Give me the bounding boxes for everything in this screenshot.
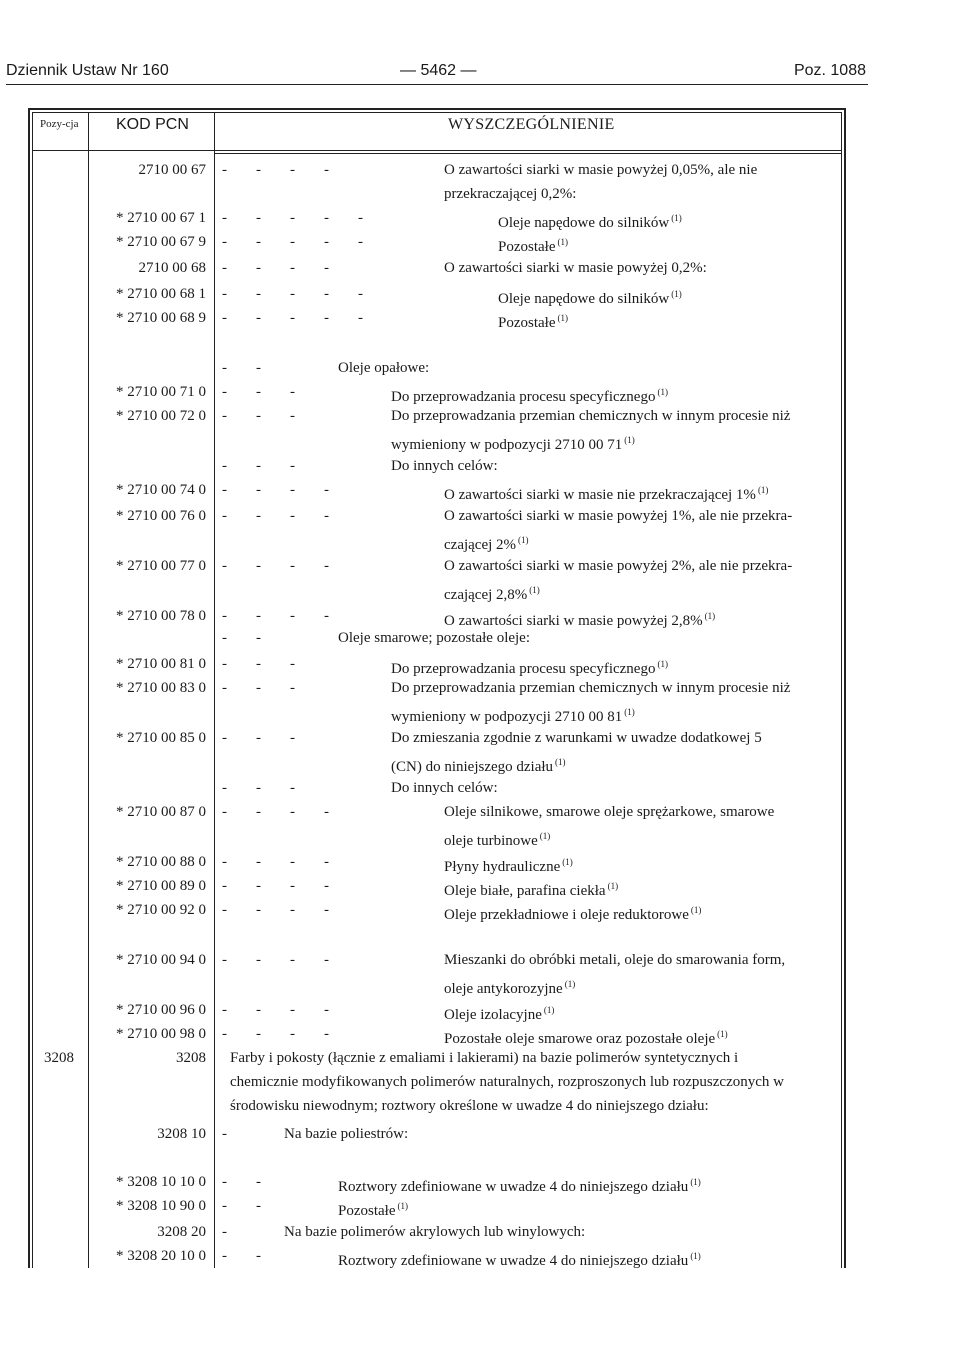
row-code: * 2710 00 87 0 bbox=[116, 804, 206, 820]
table-row bbox=[0, 356, 960, 380]
column-header-code: KOD PCN bbox=[116, 116, 189, 133]
row-description-continuation: wymieniony w podpozycji 2710 00 81 $^{(1)}$ bbox=[391, 707, 635, 725]
table-row bbox=[0, 998, 960, 1022]
footnote-mark: (1) bbox=[397, 1201, 408, 1211]
row-code: * 2710 00 89 0 bbox=[116, 878, 206, 894]
footnote-mark: (1) bbox=[624, 435, 635, 445]
position-number: Poz. 1088 bbox=[793, 62, 866, 79]
row-code: * 2710 00 67 9 bbox=[116, 234, 206, 250]
footnote-mark: (1) bbox=[564, 979, 576, 989]
table-row bbox=[0, 948, 960, 972]
row-indent-dashes: - - bbox=[222, 630, 261, 646]
row-code: * 2710 00 94 0 bbox=[116, 952, 206, 968]
footnote-mark: (1) bbox=[671, 213, 682, 223]
row-indent-dashes: - - bbox=[222, 1198, 261, 1214]
row-code: 3208 10 bbox=[157, 1126, 206, 1142]
footnote-mark: (1) bbox=[704, 611, 716, 621]
row-description: Do przeprowadzania procesu specyficznego $^{(1)}$ bbox=[391, 659, 668, 677]
row-code: 2710 00 68 bbox=[138, 260, 206, 276]
row-code: * 2710 00 83 0 bbox=[116, 680, 206, 696]
row-indent-dashes: - - bbox=[222, 360, 261, 376]
row-code: * 2710 00 68 9 bbox=[116, 310, 206, 326]
footnote-mark: (1) bbox=[543, 1005, 555, 1015]
table-row bbox=[0, 1220, 960, 1244]
row-indent-dashes: - - - bbox=[222, 408, 295, 424]
row-indent-dashes: - - - bbox=[222, 384, 295, 400]
footnote-mark: (1) bbox=[607, 881, 619, 891]
table-row bbox=[0, 504, 960, 528]
footnote-mark: (1) bbox=[717, 1029, 728, 1039]
row-indent-dashes: - - - - bbox=[222, 1002, 329, 1018]
row-description: Oleje napędowe do silników $^{(1)}$ bbox=[498, 213, 682, 231]
row-description: Pozostałe oleje smarowe oraz pozostałe oleje $^{(1)}$ bbox=[444, 1029, 728, 1047]
table-row bbox=[0, 306, 960, 330]
row-position: 3208 bbox=[44, 1050, 74, 1066]
table-row bbox=[0, 676, 960, 700]
table-row bbox=[0, 898, 960, 922]
table-row bbox=[0, 404, 960, 428]
row-description: Do zmieszania zgodnie z warunkami w uwadze dodatkowej 5 bbox=[391, 730, 762, 746]
row-indent-dashes: - - - - bbox=[222, 804, 329, 820]
row-description: Mieszanki do obróbki metali, oleje do smarowania form, bbox=[444, 952, 786, 968]
row-indent-dashes: - - - - - bbox=[222, 286, 363, 302]
row-indent-dashes: - - - - bbox=[222, 558, 329, 574]
row-code: 3208 20 bbox=[157, 1224, 206, 1240]
row-description: Płyny hydrauliczne $^{(1)}$ bbox=[444, 857, 573, 875]
footnote-mark: (1) bbox=[562, 857, 573, 867]
table-row bbox=[0, 604, 960, 628]
table-row bbox=[0, 380, 960, 404]
row-description: O zawartości siarki w masie powyżej 0,2%: bbox=[444, 260, 707, 276]
table-row bbox=[0, 874, 960, 898]
row-code: * 2710 00 68 1 bbox=[116, 286, 206, 302]
row-description: Pozostałe $^{(1)}$ bbox=[498, 237, 568, 255]
row-indent-dashes: - - - - bbox=[222, 854, 329, 870]
row-description: O zawartości siarki w masie powyżej 1%, ale nie przekra- bbox=[444, 508, 793, 524]
row-indent-dashes: - bbox=[222, 1126, 227, 1142]
table-row bbox=[0, 256, 960, 280]
row-code: * 2710 00 67 1 bbox=[116, 210, 206, 226]
row-description: O zawartości siarki w masie nie przekraczającej 1% $^{(1)}$ bbox=[444, 485, 769, 503]
row-description-continuation: środowisku niewodnym; roztwory określone w uwadze 4 do niniejszego działu: bbox=[230, 1098, 709, 1114]
page-number: — 5462 — bbox=[400, 62, 477, 79]
row-description: Oleje silnikowe, smarowe oleje sprężarkowe, smarowe bbox=[444, 804, 775, 820]
row-code: * 2710 00 76 0 bbox=[116, 508, 206, 524]
row-description: Oleje białe, parafina ciekła $^{(1)}$ bbox=[444, 881, 619, 899]
row-indent-dashes: - - - - bbox=[222, 902, 329, 918]
row-code: * 2710 00 72 0 bbox=[116, 408, 206, 424]
footnote-mark: (1) bbox=[624, 707, 635, 717]
row-code: 3208 bbox=[176, 1050, 206, 1066]
row-indent-dashes: - - - - bbox=[222, 952, 329, 968]
table-row bbox=[0, 776, 960, 800]
footnote-mark: (1) bbox=[671, 289, 682, 299]
row-description: Pozostałe $^{(1)}$ bbox=[498, 313, 568, 331]
row-indent-dashes: - - - - bbox=[222, 508, 329, 524]
row-indent-dashes: - - - bbox=[222, 730, 295, 746]
table-row bbox=[0, 1170, 960, 1194]
table-row bbox=[0, 1046, 960, 1070]
row-indent-dashes: - - - - bbox=[222, 608, 329, 624]
table-row bbox=[0, 726, 960, 750]
table-row bbox=[0, 554, 960, 578]
row-description: Do innych celów: bbox=[391, 780, 498, 796]
row-description-continuation: wymieniony w podpozycji 2710 00 71 $^{(1)}$ bbox=[391, 435, 635, 453]
row-code: * 2710 00 74 0 bbox=[116, 482, 206, 498]
row-indent-dashes: - - - bbox=[222, 458, 295, 474]
table-row bbox=[0, 158, 960, 182]
table-row bbox=[0, 626, 960, 650]
row-description: Oleje izolacyjne $^{(1)}$ bbox=[444, 1005, 555, 1023]
row-code: * 2710 00 85 0 bbox=[116, 730, 206, 746]
row-indent-dashes: - - - bbox=[222, 780, 295, 796]
row-code: * 2710 00 81 0 bbox=[116, 656, 206, 672]
row-description: Oleje napędowe do silników $^{(1)}$ bbox=[498, 289, 682, 307]
column-header-description: WYSZCZEGÓLNIENIE bbox=[448, 116, 615, 133]
row-description: Oleje przekładniowe i oleje reduktorowe $^{(1)}$ bbox=[444, 905, 702, 923]
row-description-continuation: chemicznie modyfikowanych polimerów naturalnych, rozproszonych lub rozpuszczonych w bbox=[230, 1074, 784, 1090]
row-code: * 3208 10 90 0 bbox=[116, 1198, 206, 1214]
row-description: O zawartości siarki w masie powyżej 2%, ale nie przekra- bbox=[444, 558, 793, 574]
row-description: Pozostałe $^{(1)}$ bbox=[338, 1201, 408, 1219]
row-indent-dashes: - - - - - bbox=[222, 234, 363, 250]
table-row bbox=[0, 230, 960, 254]
row-description: O zawartości siarki w masie powyżej 0,05%, ale nie bbox=[444, 162, 758, 178]
row-description: Do przeprowadzania przemian chemicznych w innym procesie niż bbox=[391, 408, 791, 424]
row-indent-dashes: - - - - bbox=[222, 482, 329, 498]
table-row bbox=[0, 1122, 960, 1146]
row-description: Roztwory zdefiniowane w uwadze 4 do niniejszego działu $^{(1)}$ bbox=[338, 1177, 701, 1195]
row-description: Na bazie poliestrów: bbox=[284, 1126, 409, 1142]
table-row bbox=[0, 282, 960, 306]
footnote-mark: (1) bbox=[690, 905, 702, 915]
journal-title: Dziennik Ustaw Nr 160 bbox=[6, 62, 169, 79]
row-indent-dashes: - - bbox=[222, 1174, 261, 1190]
row-code: * 2710 00 92 0 bbox=[116, 902, 206, 918]
row-indent-dashes: - bbox=[222, 1224, 227, 1240]
row-code: * 3208 10 10 0 bbox=[116, 1174, 206, 1190]
row-code: * 2710 00 78 0 bbox=[116, 608, 206, 624]
row-description: Do przeprowadzania procesu specyficznego $^{(1)}$ bbox=[391, 387, 668, 405]
row-code: * 3208 20 10 0 bbox=[116, 1248, 206, 1264]
row-code: * 2710 00 71 0 bbox=[116, 384, 206, 400]
row-indent-dashes: - - bbox=[222, 1248, 261, 1264]
row-indent-dashes: - - - - - bbox=[222, 210, 363, 226]
table-row bbox=[0, 478, 960, 502]
row-indent-dashes: - - - - - bbox=[222, 310, 363, 326]
row-description: Oleje opałowe: bbox=[338, 360, 430, 376]
page-header bbox=[6, 60, 868, 85]
row-code: 2710 00 67 bbox=[138, 162, 206, 178]
footnote-mark: (1) bbox=[539, 831, 551, 841]
table-row bbox=[0, 1022, 960, 1046]
row-description: Do przeprowadzania przemian chemicznych w innym procesie niż bbox=[391, 680, 791, 696]
row-description: Do innych celów: bbox=[391, 458, 498, 474]
row-description: Oleje smarowe; pozostałe oleje: bbox=[338, 630, 531, 646]
table-row bbox=[0, 1194, 960, 1218]
table-header-rule-double bbox=[214, 153, 842, 154]
table-header-rule bbox=[32, 150, 842, 151]
footnote-mark: (1) bbox=[690, 1251, 701, 1261]
table-row bbox=[0, 454, 960, 478]
table-row bbox=[0, 850, 960, 874]
row-indent-dashes: - - - bbox=[222, 680, 295, 696]
footnote-mark: (1) bbox=[555, 757, 566, 767]
table-row bbox=[0, 800, 960, 824]
column-header-position: Pozy-cja bbox=[40, 118, 79, 130]
footnote-mark: (1) bbox=[657, 387, 668, 397]
row-description: Na bazie polimerów akrylowych lub winylowych: bbox=[284, 1224, 586, 1240]
row-description-continuation: (CN) do niniejszego działu $^{(1)}$ bbox=[391, 757, 566, 775]
footnote-mark: (1) bbox=[557, 237, 568, 247]
row-description-continuation: oleje turbinowe $^{(1)}$ bbox=[444, 831, 551, 849]
footnote-mark: (1) bbox=[557, 313, 568, 323]
row-indent-dashes: - - - - bbox=[222, 260, 329, 276]
row-indent-dashes: - - - - bbox=[222, 1026, 329, 1042]
row-indent-dashes: - - - - bbox=[222, 162, 329, 178]
table-row bbox=[0, 652, 960, 676]
footnote-mark: (1) bbox=[657, 659, 668, 669]
row-code: * 2710 00 96 0 bbox=[116, 1002, 206, 1018]
row-code: * 2710 00 98 0 bbox=[116, 1026, 206, 1042]
row-description: Roztwory zdefiniowane w uwadze 4 do niniejszego działu $^{(1)}$ bbox=[338, 1251, 701, 1269]
row-code: * 2710 00 88 0 bbox=[116, 854, 206, 870]
row-description: Farby i pokosty (łącznie z emaliami i lakierami) na bazie polimerów syntetycznych i bbox=[230, 1050, 739, 1066]
row-description: O zawartości siarki w masie powyżej 2,8% $^{(1)}$ bbox=[444, 611, 716, 629]
footnote-mark: (1) bbox=[518, 535, 529, 545]
row-code: * 2710 00 77 0 bbox=[116, 558, 206, 574]
row-indent-dashes: - - - - bbox=[222, 878, 329, 894]
row-description-continuation: oleje antykorozyjne $^{(1)}$ bbox=[444, 979, 576, 997]
footnote-mark: (1) bbox=[529, 585, 540, 595]
row-indent-dashes: - - - bbox=[222, 656, 295, 672]
row-description-continuation: czającej 2,8% $^{(1)}$ bbox=[444, 585, 540, 603]
footnote-mark: (1) bbox=[757, 485, 769, 495]
table-row bbox=[0, 1244, 960, 1268]
row-description-continuation: czającej 2% $^{(1)}$ bbox=[444, 535, 529, 553]
footnote-mark: (1) bbox=[690, 1177, 701, 1187]
table-row bbox=[0, 206, 960, 230]
row-description-continuation: przekraczającej 0,2%: bbox=[444, 186, 577, 202]
